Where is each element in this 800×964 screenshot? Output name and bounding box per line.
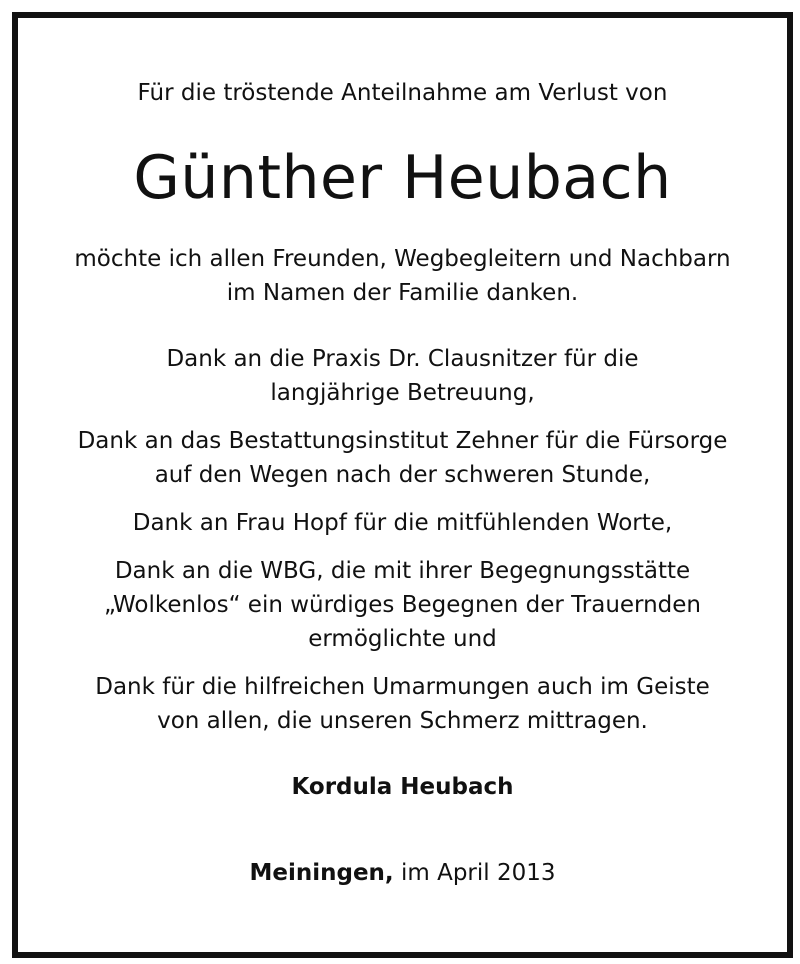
dank-line: Dank an Frau Hopf für die mitfühlenden Worte, — [132, 510, 673, 536]
dank-line: „Wolkenlos“ ein würdiges Begegnen der Trauernden — [103, 592, 702, 618]
dank-bestattungsinstitut — [18, 424, 787, 492]
intro-text: Für die tröstende Anteilnahme am Verlust von — [137, 80, 668, 106]
dank-line: auf den Wegen nach der schweren Stunde, — [154, 462, 651, 488]
dank-umarmungen — [18, 670, 787, 738]
dank-line: Dank an die WBG, die mit ihrer Begegnungsstätte — [114, 558, 691, 584]
dank-line: langjährige Betreuung, — [270, 380, 535, 406]
thanks-paragraph — [18, 242, 787, 310]
dank-wbg — [18, 554, 787, 656]
dank-frau-hopf — [18, 506, 787, 540]
obituary-notice — [18, 18, 787, 952]
dank-line: Dank für die hilfreichen Umarmungen auch im Geiste — [95, 674, 710, 700]
thanks-line: möchte ich allen Freunden, Wegbegleitern und Nachbarn — [74, 246, 731, 272]
thanks-line: im Namen der Familie danken. — [226, 280, 579, 306]
place-date-line — [18, 856, 787, 890]
place-name: Meiningen, — [249, 860, 394, 886]
dank-line: von allen, die unseren Schmerz mittragen. — [157, 708, 648, 734]
dank-praxis — [18, 342, 787, 410]
deceased-name: Günther Heubach — [133, 143, 672, 213]
dank-line: Dank an das Bestattungsinstitut Zehner für die Fürsorge — [77, 428, 728, 454]
dank-line: ermöglichte und — [308, 626, 497, 652]
dank-line: Dank an die Praxis Dr. Clausnitzer für die — [166, 346, 639, 372]
date-text: im April 2013 — [400, 860, 556, 886]
signer-name: Kordula Heubach — [291, 774, 514, 800]
